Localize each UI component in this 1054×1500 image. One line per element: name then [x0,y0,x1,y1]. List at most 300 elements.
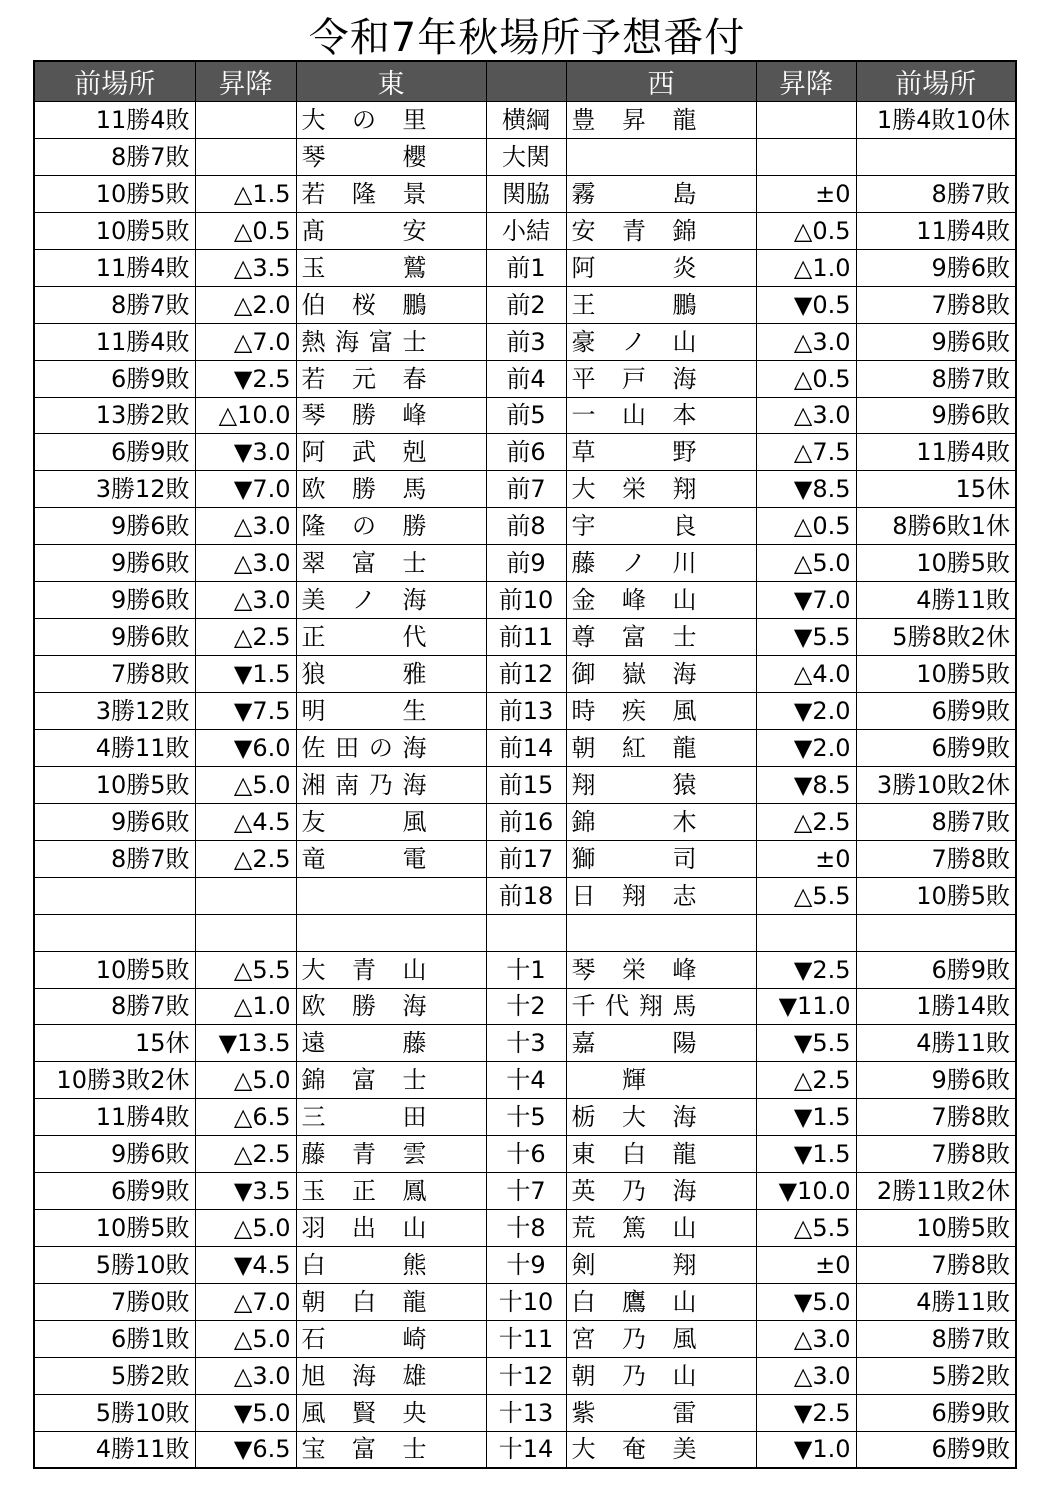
banzuke-table [33,60,1017,1469]
west-wrestler-cell [566,1062,756,1099]
east-prev-record-cell: 10勝5敗 [34,175,195,212]
table-row [34,286,1016,323]
west-change-cell: △5.0 [756,545,856,582]
west-change-cell: △5.5 [756,877,856,914]
west-wrestler-cell [566,1173,756,1210]
east-wrestler-name: 琴 櫻 [301,142,427,171]
west-wrestler-name: 英 乃 海 [571,1177,697,1206]
east-prev-record-cell: 9勝6敗 [34,582,195,619]
west-wrestler-name: 藤 ノ 川 [571,549,697,578]
table-row [34,434,1016,471]
east-prev-record-cell: 4勝11敗 [34,729,195,766]
west-wrestler-cell [566,766,756,803]
rank-cell: 十9 [486,1247,566,1284]
west-change-cell: ▼10.0 [756,1173,856,1210]
east-change-cell [195,102,296,139]
east-prev-record-cell: 5勝10敗 [34,1247,195,1284]
east-wrestler-cell [296,951,486,988]
table-row [34,360,1016,397]
east-wrestler-cell [296,138,486,175]
east-change-cell: ▼5.0 [195,1394,296,1431]
east-change-cell: ▼6.0 [195,729,296,766]
east-wrestler-name: 伯 桜 鵬 [301,290,427,319]
west-wrestler-name: 平 戸 海 [571,364,697,393]
east-change-cell: △2.0 [195,286,296,323]
east-change-cell: △1.5 [195,175,296,212]
east-change-cell: △10.0 [195,397,296,434]
west-change-cell: ±0 [756,840,856,877]
east-change-cell: △5.0 [195,766,296,803]
east-wrestler-name: 美 ノ 海 [301,586,427,615]
west-prev-record-cell: 4勝11敗 [856,1025,1016,1062]
east-wrestler-name: 白 熊 [301,1251,427,1280]
west-wrestler-cell [566,1357,756,1394]
west-wrestler-cell [566,138,756,175]
east-prev-record-cell: 15休 [34,1025,195,1062]
west-wrestler-cell [566,619,756,656]
west-change-cell [756,102,856,139]
table-row [34,102,1016,139]
table-row [34,138,1016,175]
east-change-cell: △7.0 [195,323,296,360]
east-wrestler-cell [296,1210,486,1247]
west-wrestler-cell [566,1284,756,1321]
west-wrestler-cell [566,434,756,471]
west-change-cell: ▼0.5 [756,286,856,323]
table-row [34,656,1016,693]
west-change-cell: ▼2.5 [756,1394,856,1431]
rank-cell: 十11 [486,1320,566,1357]
rank-cell: 前13 [486,693,566,730]
west-change-cell: △3.0 [756,1357,856,1394]
west-prev-record-cell: 7勝8敗 [856,1247,1016,1284]
rank-cell: 前5 [486,397,566,434]
west-prev-record-cell: 6勝9敗 [856,1431,1016,1468]
east-wrestler-cell [296,1357,486,1394]
east-wrestler-cell [296,582,486,619]
west-wrestler-name: 金 峰 山 [571,586,697,615]
east-wrestler-cell [296,1247,486,1284]
east-wrestler-cell [296,323,486,360]
east-prev-record-cell: 6勝9敗 [34,434,195,471]
west-wrestler-cell [566,1320,756,1357]
west-wrestler-name: 王 鵬 [571,290,697,319]
east-change-cell: △3.5 [195,249,296,286]
west-wrestler-cell [566,175,756,212]
east-change-cell: △6.5 [195,1099,296,1136]
west-prev-record-cell: 4勝11敗 [856,1284,1016,1321]
table-row [34,951,1016,988]
west-prev-record-cell: 10勝5敗 [856,656,1016,693]
rank-cell: 十7 [486,1173,566,1210]
west-wrestler-cell [566,693,756,730]
east-wrestler-cell [296,1062,486,1099]
west-wrestler-name: 宮 乃 風 [571,1324,697,1353]
west-change-cell: ▼11.0 [756,988,856,1025]
west-prev-record-cell: 15休 [856,471,1016,508]
east-wrestler-cell [296,212,486,249]
west-prev-record-cell: 3勝10敗2休 [856,766,1016,803]
west-wrestler-cell [566,286,756,323]
west-change-cell [756,138,856,175]
west-prev-record-cell: 10勝5敗 [856,545,1016,582]
east-change-cell: ▼7.0 [195,471,296,508]
east-change-cell: △3.0 [195,582,296,619]
west-wrestler-name: 栃 大 海 [571,1103,697,1132]
east-wrestler-cell [296,914,486,951]
rank-cell: 十14 [486,1431,566,1468]
table-row [34,693,1016,730]
east-prev-record-cell: 3勝12敗 [34,471,195,508]
east-change-cell [195,138,296,175]
east-wrestler-name: 熱 海 富 士 [301,327,427,356]
west-change-cell: ±0 [756,175,856,212]
rank-cell: 大関 [486,138,566,175]
west-wrestler-name: 朝 紅 龍 [571,733,697,762]
west-wrestler-name: 一 山 本 [571,401,697,430]
rank-cell: 十6 [486,1136,566,1173]
east-wrestler-cell [296,877,486,914]
west-wrestler-name: 錦 木 [571,807,697,836]
west-change-cell: ▼5.5 [756,1025,856,1062]
table-row [34,619,1016,656]
west-change-cell: △3.0 [756,397,856,434]
east-wrestler-name: 友 風 [301,807,427,836]
west-prev-record-cell: 1勝14敗 [856,988,1016,1025]
table-row [34,175,1016,212]
west-prev-record-cell: 10勝5敗 [856,877,1016,914]
east-prev-record-cell: 10勝3敗2休 [34,1062,195,1099]
west-wrestler-name: 大 栄 翔 [571,475,697,504]
west-wrestler-cell [566,988,756,1025]
east-wrestler-name: 欧 勝 馬 [301,475,427,504]
west-prev-record-cell: 10勝5敗 [856,1210,1016,1247]
west-prev-record-cell: 5勝2敗 [856,1357,1016,1394]
rank-cell: 前15 [486,766,566,803]
west-wrestler-name: 琴 栄 峰 [571,955,697,984]
west-wrestler-name: 時 疾 風 [571,696,697,725]
table-row [34,1210,1016,1247]
table-row [34,1136,1016,1173]
rank-cell: 前12 [486,656,566,693]
table-row [34,988,1016,1025]
east-change-cell [195,877,296,914]
rank-cell: 小結 [486,212,566,249]
table-row [34,1025,1016,1062]
table-row [34,249,1016,286]
rank-cell: 十10 [486,1284,566,1321]
east-change-cell: △5.0 [195,1062,296,1099]
east-wrestler-cell [296,1099,486,1136]
west-change-cell: ▼8.5 [756,766,856,803]
west-wrestler-cell [566,102,756,139]
west-wrestler-cell [566,1136,756,1173]
west-wrestler-name: 剣 翔 [571,1251,697,1280]
east-prev-record-cell: 9勝6敗 [34,619,195,656]
east-wrestler-cell [296,693,486,730]
rank-cell: 十8 [486,1210,566,1247]
west-prev-record-cell: 6勝9敗 [856,729,1016,766]
west-prev-record-cell: 8勝7敗 [856,360,1016,397]
west-wrestler-name: 獅 司 [571,844,697,873]
east-wrestler-cell [296,508,486,545]
west-change-cell: ▼1.5 [756,1099,856,1136]
table-row [34,840,1016,877]
east-wrestler-name: 錦 富 士 [301,1066,427,1095]
east-prev-record-cell: 6勝1敗 [34,1320,195,1357]
east-wrestler-cell [296,545,486,582]
west-wrestler-cell [566,840,756,877]
east-prev-record-cell: 5勝10敗 [34,1394,195,1431]
west-prev-record-cell: 5勝8敗2休 [856,619,1016,656]
east-change-cell: △5.5 [195,951,296,988]
east-wrestler-name: 風 賢 央 [301,1398,427,1427]
east-wrestler-name: 大 青 山 [301,955,427,984]
west-wrestler-cell [566,360,756,397]
east-wrestler-name: 藤 青 雲 [301,1140,427,1169]
header-east-prev-record: 前場所 [34,61,195,102]
east-prev-record-cell: 7勝8敗 [34,656,195,693]
rank-cell: 前2 [486,286,566,323]
west-prev-record-cell: 8勝6敗1休 [856,508,1016,545]
east-wrestler-name: 玉 正 鳳 [301,1177,427,1206]
rank-cell: 前4 [486,360,566,397]
rank-cell: 前9 [486,545,566,582]
west-change-cell: ▼5.5 [756,619,856,656]
table-row [34,508,1016,545]
header-west-change: 昇降 [756,61,856,102]
west-wrestler-cell [566,471,756,508]
west-change-cell: △3.0 [756,1320,856,1357]
east-change-cell: ▼4.5 [195,1247,296,1284]
rank-cell: 前14 [486,729,566,766]
east-wrestler-cell [296,397,486,434]
east-prev-record-cell: 8勝7敗 [34,988,195,1025]
rank-cell: 前17 [486,840,566,877]
rank-cell: 前11 [486,619,566,656]
east-wrestler-name: 正 代 [301,623,427,652]
rank-cell: 十5 [486,1099,566,1136]
east-change-cell [195,914,296,951]
east-wrestler-cell [296,175,486,212]
east-prev-record-cell: 10勝5敗 [34,951,195,988]
west-change-cell: ▼7.0 [756,582,856,619]
west-prev-record-cell: 7勝8敗 [856,1099,1016,1136]
west-prev-record-cell: 9勝6敗 [856,1062,1016,1099]
west-change-cell: ▼5.0 [756,1284,856,1321]
east-wrestler-name: 欧 勝 海 [301,992,427,1021]
east-prev-record-cell: 10勝5敗 [34,212,195,249]
table-row [34,1357,1016,1394]
east-wrestler-name: 若 元 春 [301,364,427,393]
east-change-cell: ▼2.5 [195,360,296,397]
west-wrestler-cell [566,1394,756,1431]
east-change-cell: △0.5 [195,212,296,249]
west-prev-record-cell: 8勝7敗 [856,803,1016,840]
rank-cell: 前7 [486,471,566,508]
east-prev-record-cell: 9勝6敗 [34,508,195,545]
header-east-change: 昇降 [195,61,296,102]
rank-cell: 前10 [486,582,566,619]
west-change-cell: ▼2.0 [756,693,856,730]
west-wrestler-name: 草 野 [571,438,697,467]
west-wrestler-name: 安 青 錦 [571,216,697,245]
table-row [34,323,1016,360]
west-change-cell: ▼2.5 [756,951,856,988]
west-prev-record-cell: 7勝8敗 [856,1136,1016,1173]
west-wrestler-name: 白 鷹 山 [571,1287,697,1316]
table-row [34,766,1016,803]
east-prev-record-cell: 11勝4敗 [34,1099,195,1136]
west-wrestler-name: 紫 雷 [571,1398,697,1427]
east-change-cell: ▼6.5 [195,1431,296,1468]
east-wrestler-cell [296,1025,486,1062]
rank-cell: 十13 [486,1394,566,1431]
east-wrestler-cell [296,1394,486,1431]
rank-cell: 横綱 [486,102,566,139]
west-change-cell: △5.5 [756,1210,856,1247]
east-wrestler-name: 明 生 [301,696,427,725]
east-prev-record-cell: 9勝6敗 [34,1136,195,1173]
rank-cell: 十2 [486,988,566,1025]
west-change-cell: ▼8.5 [756,471,856,508]
west-wrestler-cell [566,249,756,286]
east-wrestler-cell [296,803,486,840]
east-wrestler-cell [296,619,486,656]
west-wrestler-name: 荒 篤 山 [571,1214,697,1243]
header-west-prev-record: 前場所 [856,61,1016,102]
east-wrestler-cell [296,249,486,286]
east-wrestler-name: 隆 の 勝 [301,512,427,541]
east-change-cell: △3.0 [195,1357,296,1394]
west-change-cell: △0.5 [756,508,856,545]
east-prev-record-cell: 8勝7敗 [34,840,195,877]
west-prev-record-cell: 6勝9敗 [856,951,1016,988]
east-prev-record-cell: 11勝4敗 [34,323,195,360]
west-prev-record-cell: 9勝6敗 [856,397,1016,434]
table-row [34,1284,1016,1321]
west-change-cell [756,914,856,951]
west-wrestler-cell [566,656,756,693]
table-row [34,1247,1016,1284]
west-wrestler-cell [566,508,756,545]
east-prev-record-cell: 13勝2敗 [34,397,195,434]
west-wrestler-name: 翔 猿 [571,770,697,799]
west-wrestler-name: 尊 富 士 [571,623,697,652]
table-row [34,1173,1016,1210]
table-row [34,729,1016,766]
east-prev-record-cell [34,914,195,951]
table-row [34,1099,1016,1136]
table-row [34,1394,1016,1431]
west-wrestler-cell [566,1099,756,1136]
east-prev-record-cell: 6勝9敗 [34,1173,195,1210]
table-row [34,397,1016,434]
west-wrestler-cell [566,729,756,766]
east-prev-record-cell: 5勝2敗 [34,1357,195,1394]
east-wrestler-name: 狼 雅 [301,660,427,689]
table-row [34,803,1016,840]
west-change-cell: ▼1.0 [756,1431,856,1468]
rank-cell: 関脇 [486,175,566,212]
east-prev-record-cell: 11勝4敗 [34,102,195,139]
west-wrestler-name: 日 翔 志 [571,881,697,910]
west-prev-record-cell: 1勝4敗10休 [856,102,1016,139]
table-row [34,212,1016,249]
east-wrestler-name: 朝 白 龍 [301,1287,427,1316]
east-change-cell: △7.0 [195,1284,296,1321]
west-wrestler-cell [566,545,756,582]
rank-cell [486,914,566,951]
east-change-cell: △2.5 [195,840,296,877]
west-wrestler-name: 大 奄 美 [571,1435,697,1464]
east-change-cell: △3.0 [195,545,296,582]
east-wrestler-cell [296,766,486,803]
table-row [34,582,1016,619]
west-prev-record-cell: 9勝6敗 [856,249,1016,286]
west-prev-record-cell: 9勝6敗 [856,323,1016,360]
west-wrestler-cell [566,914,756,951]
east-change-cell: △2.5 [195,1136,296,1173]
west-prev-record-cell: 2勝11敗2休 [856,1173,1016,1210]
table-row [34,1320,1016,1357]
east-wrestler-name: 大 の 里 [301,105,427,134]
west-wrestler-name: 阿 炎 [571,253,697,282]
east-prev-record-cell: 8勝7敗 [34,138,195,175]
rank-cell: 十3 [486,1025,566,1062]
west-prev-record-cell: 11勝4敗 [856,434,1016,471]
east-change-cell: △5.0 [195,1320,296,1357]
west-wrestler-name: 宇 良 [571,512,697,541]
rank-cell: 十1 [486,951,566,988]
east-change-cell: ▼3.0 [195,434,296,471]
west-wrestler-name: 千 代 翔 馬 [571,992,697,1021]
rank-cell: 前18 [486,877,566,914]
east-wrestler-cell [296,360,486,397]
west-wrestler-cell [566,951,756,988]
east-change-cell: △2.5 [195,619,296,656]
east-prev-record-cell: 7勝0敗 [34,1284,195,1321]
west-wrestler-cell [566,1247,756,1284]
west-prev-record-cell [856,914,1016,951]
header-rank [486,61,566,102]
west-change-cell: ▼1.5 [756,1136,856,1173]
east-change-cell: △4.5 [195,803,296,840]
table-row [34,1062,1016,1099]
east-change-cell: △3.0 [195,508,296,545]
east-prev-record-cell: 10勝5敗 [34,1210,195,1247]
west-wrestler-cell [566,582,756,619]
east-wrestler-name: 石 崎 [301,1324,427,1353]
east-prev-record-cell: 9勝6敗 [34,545,195,582]
rank-cell: 前3 [486,323,566,360]
west-wrestler-name: 豊 昇 龍 [571,105,697,134]
header-row [34,61,1016,102]
east-wrestler-cell [296,471,486,508]
west-wrestler-name: 霧 島 [571,179,697,208]
east-prev-record-cell [34,877,195,914]
east-wrestler-cell [296,729,486,766]
east-change-cell: ▼1.5 [195,656,296,693]
rank-cell: 前8 [486,508,566,545]
west-change-cell: △7.5 [756,434,856,471]
west-change-cell: △2.5 [756,1062,856,1099]
rank-cell: 前6 [486,434,566,471]
east-wrestler-name: 宝 富 士 [301,1435,427,1464]
east-wrestler-name: 髙 安 [301,216,427,245]
west-wrestler-cell [566,397,756,434]
west-wrestler-cell [566,212,756,249]
